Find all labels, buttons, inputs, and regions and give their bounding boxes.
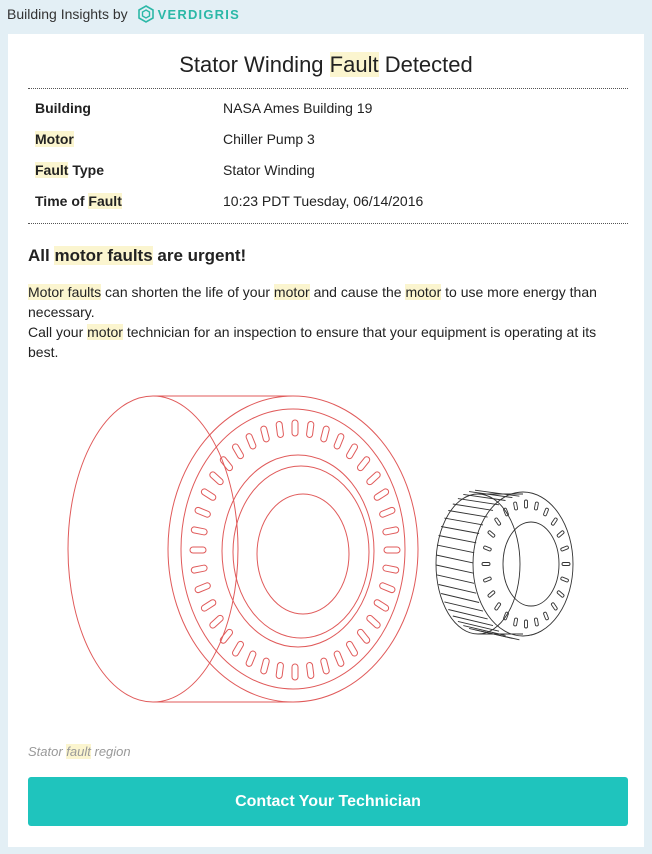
- stator-slot: [231, 640, 244, 657]
- urgent-heading: [28, 246, 246, 266]
- rotor-slot: [562, 563, 570, 566]
- verdigris-cube-icon: [137, 5, 155, 23]
- stator-slot: [219, 456, 234, 472]
- message-highlight: motor: [87, 324, 123, 340]
- stator-bore-outer: [222, 455, 374, 647]
- detail-label: [35, 100, 91, 116]
- message-highlight: motor: [273, 284, 310, 300]
- stator-slot: [345, 640, 358, 657]
- stator-slot: [245, 433, 257, 450]
- stator-slot: [219, 628, 234, 644]
- rotor-slot: [487, 590, 495, 598]
- rotor-slot: [543, 612, 549, 621]
- stator-slot: [320, 658, 330, 675]
- logo-text: VERDIGRIS: [157, 6, 240, 22]
- stator-slot: [306, 662, 314, 679]
- label-text: Building: [35, 100, 91, 116]
- stator-slot: [384, 547, 400, 553]
- rotor-bar: [453, 504, 493, 510]
- top-bar: [0, 0, 652, 28]
- stator-slot: [356, 628, 371, 644]
- stator-slot: [379, 506, 396, 518]
- label-highlight: Fault: [88, 193, 122, 209]
- rotor-bar: [437, 575, 474, 583]
- rotor-bar: [439, 536, 477, 543]
- stator-slot: [276, 421, 284, 438]
- divider-top: [28, 88, 628, 89]
- message-highlight: Motor faults: [28, 284, 102, 300]
- rotor-back-edge: [436, 494, 520, 634]
- rotor-bar: [436, 555, 473, 563]
- title-text-after: Detected: [378, 52, 473, 77]
- title-highlight: Fault: [329, 52, 379, 77]
- stator-slot: [191, 526, 208, 535]
- title-text-before: Stator Winding: [179, 52, 330, 77]
- rotor-bar: [437, 545, 474, 553]
- rotor-slot: [483, 546, 492, 552]
- stator-slot: [194, 582, 211, 594]
- stator-slot: [333, 433, 345, 450]
- stator-core: [257, 494, 349, 614]
- heading-text: are urgent!: [152, 246, 247, 265]
- rotor-bar: [448, 511, 487, 518]
- rotor-bar: [441, 594, 479, 603]
- detail-value: NASA Ames Building 19: [223, 100, 373, 116]
- rotor-slot: [494, 602, 501, 610]
- rotor-slot: [534, 618, 538, 626]
- label-highlight: Fault: [35, 162, 69, 178]
- rotor-slot: [543, 508, 549, 517]
- stator-slot: [356, 456, 371, 472]
- label-highlight: Motor: [35, 131, 74, 147]
- message-paragraph-1: [28, 282, 628, 322]
- caption-text: Stator: [28, 744, 67, 759]
- rotor-bar: [444, 518, 483, 525]
- stator-back-edge: [68, 396, 238, 702]
- stator-slot: [292, 664, 298, 680]
- stator-slot: [373, 488, 390, 502]
- stator-slot: [333, 650, 345, 667]
- heading-text: All: [28, 246, 55, 265]
- rotor-shaft: [503, 522, 559, 606]
- detail-value: 10:23 PDT Tuesday, 06/14/2016: [223, 193, 424, 209]
- stator-slot: [366, 614, 382, 629]
- stator-slot: [209, 471, 225, 486]
- rotor-slot: [551, 517, 558, 525]
- stator-slot: [382, 526, 399, 535]
- heading-highlight: motor faults: [54, 246, 153, 265]
- brand-prefix: Building Insights by: [7, 6, 128, 22]
- stator-slot: [292, 420, 298, 436]
- rotor-drawing: [436, 490, 573, 640]
- stator-drawing: [68, 396, 418, 702]
- rotor-bar: [436, 565, 473, 573]
- rotor-slot: [557, 590, 565, 598]
- stator-slot: [382, 565, 399, 574]
- rotor-front-face: [473, 492, 573, 636]
- rotor-bar: [458, 621, 499, 631]
- stator-slot: [276, 662, 284, 679]
- rotor-slot: [560, 546, 569, 552]
- rotor-bar: [453, 616, 493, 626]
- stator-slot: [345, 443, 358, 460]
- rotor-slot: [494, 517, 501, 525]
- stator-slot: [306, 421, 314, 438]
- detail-label: [35, 193, 122, 209]
- rotor-slot: [483, 577, 492, 583]
- verdigris-logo[interactable]: [137, 5, 240, 23]
- stator-slot: [200, 488, 217, 502]
- stator-slot: [260, 658, 270, 675]
- label-text: Type: [68, 162, 104, 178]
- rotor-slot: [513, 502, 517, 510]
- alert-card: [8, 34, 644, 847]
- stator-slot: [200, 599, 217, 613]
- rotor-slot: [551, 602, 558, 610]
- detail-value: Stator Winding: [223, 162, 315, 178]
- stator-slot: [373, 599, 390, 613]
- illustration-caption: [28, 744, 131, 759]
- rotor-slot: [557, 530, 565, 538]
- message-text: Call your: [28, 324, 88, 340]
- stator-slot: [194, 506, 211, 518]
- label-text: Time of: [35, 193, 89, 209]
- message-highlight: motor: [405, 284, 442, 300]
- stator-slot: [366, 471, 382, 486]
- rotor-slot: [487, 530, 495, 538]
- detail-label: [35, 131, 74, 147]
- rotor-slot: [534, 502, 538, 510]
- stator-slot: [260, 426, 270, 443]
- rotor-bar: [439, 585, 477, 594]
- stator-slot: [231, 443, 244, 460]
- caption-highlight: fault: [66, 744, 91, 759]
- detail-label: [35, 162, 104, 178]
- rotor-slot: [513, 618, 517, 626]
- rotor-bar: [441, 527, 479, 534]
- rotor-slot: [525, 620, 528, 628]
- contact-technician-button[interactable]: Contact Your Technician: [28, 777, 628, 826]
- stator-slot: [245, 650, 257, 667]
- message-text: to use more energy than necessary.: [28, 284, 597, 320]
- message-text: technician for an inspection to ensure that your equipment is operating at its best.: [28, 324, 597, 360]
- rotor-slot: [525, 500, 528, 508]
- rotor-bar: [469, 628, 512, 638]
- caption-text: region: [90, 744, 131, 759]
- message-paragraph-2: [28, 322, 628, 362]
- motor-illustration: [48, 389, 608, 719]
- rotor-slot: [560, 577, 569, 583]
- page-title: [8, 52, 644, 78]
- rotor-bar: [458, 499, 499, 505]
- stator-slot: [190, 547, 206, 553]
- message-text: can shorten the life of your: [101, 284, 274, 300]
- message-body: [28, 282, 628, 362]
- detail-value: Chiller Pump 3: [223, 131, 315, 147]
- stator-slot: [209, 614, 225, 629]
- message-text: and cause the: [309, 284, 406, 300]
- rotor-slot: [482, 563, 490, 566]
- stator-slot: [191, 565, 208, 574]
- stator-slot: [320, 426, 330, 443]
- stator-slot: [379, 582, 396, 594]
- divider-bottom: [28, 223, 628, 224]
